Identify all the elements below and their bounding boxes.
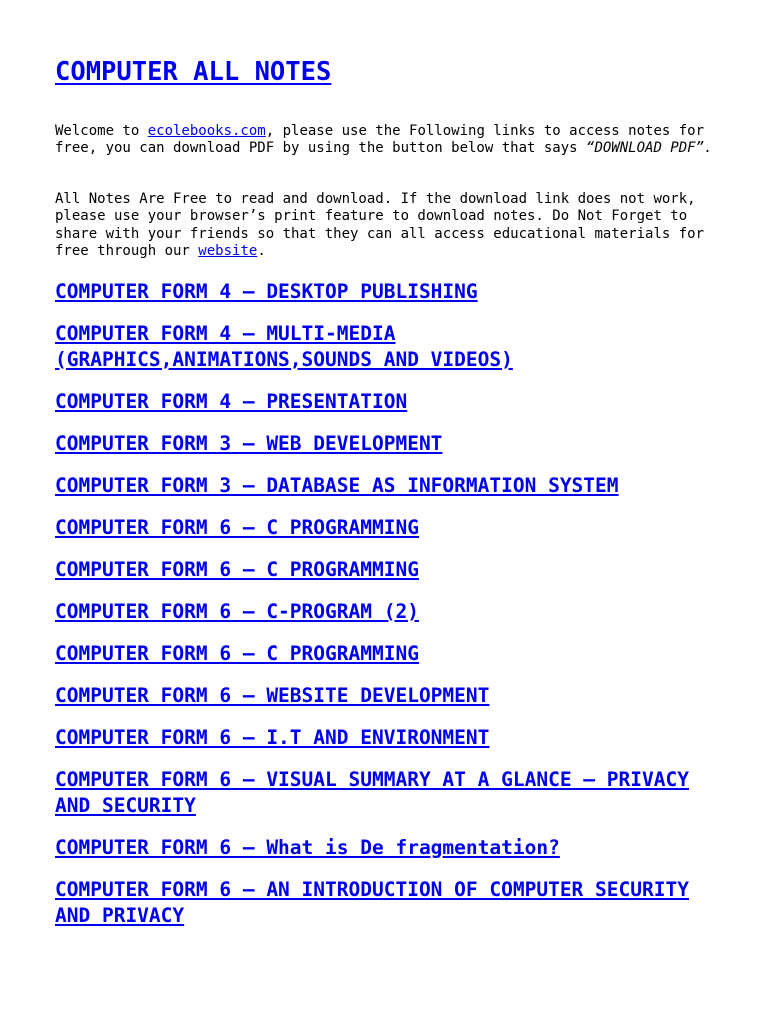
- list-item: [55, 835, 717, 861]
- intro-paragraph-welcome: [55, 123, 717, 158]
- note-link-web-development[interactable]: COMPUTER FORM 3 – WEB DEVELOPMENT: [55, 432, 443, 455]
- note-link-database[interactable]: COMPUTER FORM 3 – DATABASE AS INFORMATION SYSTEM: [55, 474, 619, 497]
- notes-link-list: [55, 279, 717, 945]
- note-link-multi-media[interactable]: COMPUTER FORM 4 – MULTI-MEDIA (GRAPHICS,ANIMATIONS,SOUNDS AND VIDEOS): [55, 322, 513, 371]
- intro-text: All Notes Are Free to read and download. If the download link does not work, please use your browser’s print feature to download notes. Do Not Forget to share with your friends so that they can all access educational materials for free through our: [55, 191, 705, 260]
- download-pdf-quote: “DOWNLOAD PDF”: [586, 140, 705, 157]
- list-item: [55, 279, 717, 305]
- note-link-desktop-publishing[interactable]: COMPUTER FORM 4 – DESKTOP PUBLISHING: [55, 280, 478, 303]
- intro-text: .: [257, 243, 266, 260]
- list-item: [55, 557, 717, 583]
- list-item: [55, 599, 717, 625]
- intro-paragraph-free-notes: [55, 191, 717, 261]
- note-link-it-environment[interactable]: COMPUTER FORM 6 – I.T AND ENVIRONMENT: [55, 726, 490, 749]
- list-item: [55, 767, 717, 819]
- list-item: [55, 473, 717, 499]
- list-item: [55, 431, 717, 457]
- note-link-c-program-2[interactable]: COMPUTER FORM 6 – C-PROGRAM (2): [55, 600, 419, 623]
- note-link-presentation[interactable]: COMPUTER FORM 4 – PRESENTATION: [55, 390, 408, 413]
- page-title[interactable]: COMPUTER ALL NOTES: [55, 57, 332, 87]
- note-link-c-programming-3[interactable]: COMPUTER FORM 6 – C PROGRAMMING: [55, 642, 419, 665]
- list-item: [55, 641, 717, 667]
- note-link-c-programming-1[interactable]: COMPUTER FORM 6 – C PROGRAMMING: [55, 516, 419, 539]
- website-link[interactable]: website: [198, 243, 258, 260]
- list-item: [55, 389, 717, 415]
- intro-text: Welcome to: [55, 123, 148, 139]
- list-item: [55, 725, 717, 751]
- note-link-c-programming-2[interactable]: COMPUTER FORM 6 – C PROGRAMMING: [55, 558, 419, 581]
- note-link-security-privacy[interactable]: COMPUTER FORM 6 – AN INTRODUCTION OF COMPUTER SECURITY AND PRIVACY: [55, 878, 689, 927]
- ecolebooks-link[interactable]: ecolebooks.com: [147, 123, 266, 139]
- note-link-website-development[interactable]: COMPUTER FORM 6 – WEBSITE DEVELOPMENT: [55, 684, 490, 707]
- note-link-visual-summary[interactable]: COMPUTER FORM 6 – VISUAL SUMMARY AT A GLANCE – PRIVACY AND SECURITY: [55, 768, 689, 817]
- list-item: [55, 683, 717, 709]
- list-item: [55, 515, 717, 541]
- list-item: [55, 321, 717, 373]
- intro-text: , please use the Following links to access notes for free, you can download PDF by using the button below that says: [55, 123, 705, 157]
- note-link-defragmentation[interactable]: COMPUTER FORM 6 – What is De fragmentation?: [55, 836, 560, 859]
- intro-text: .: [704, 140, 713, 157]
- list-item: [55, 877, 717, 929]
